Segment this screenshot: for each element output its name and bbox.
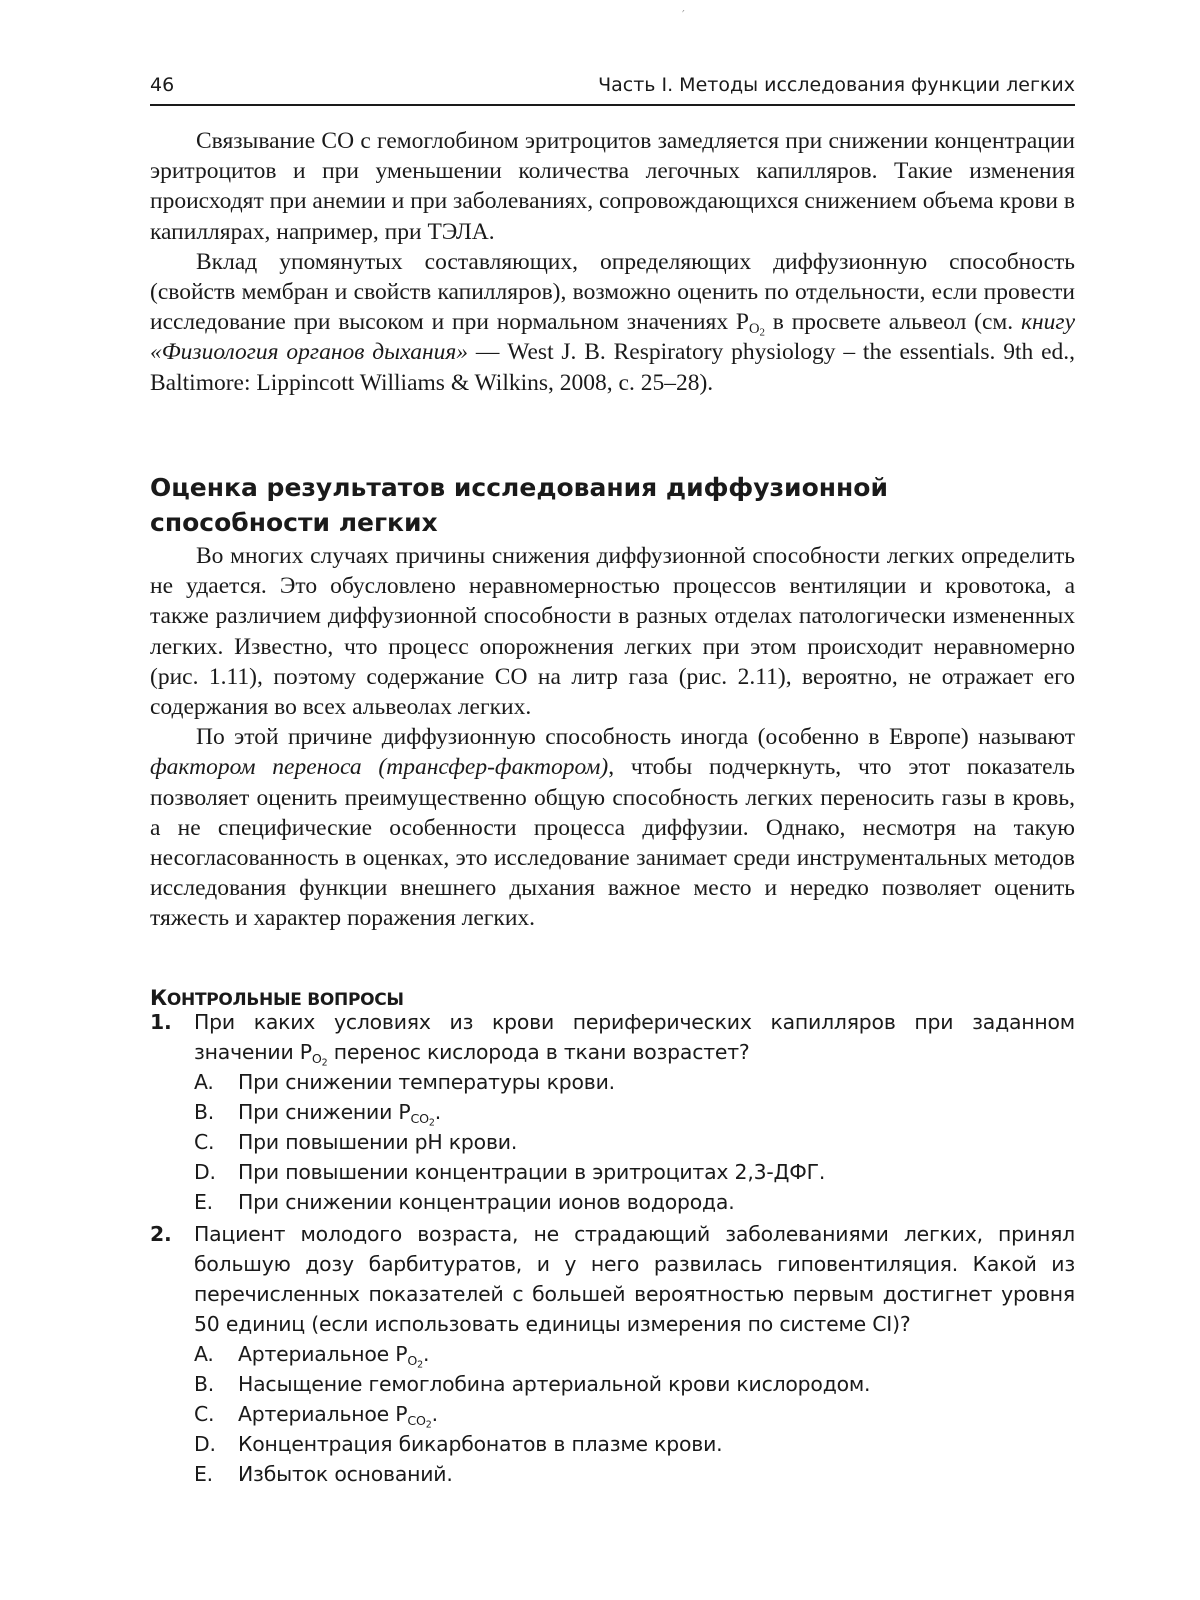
answer-option	[194, 1187, 1075, 1217]
subscript-letter: O	[311, 1050, 322, 1066]
option-text: Избыток оснований.	[238, 1462, 453, 1486]
page-number: 46	[150, 74, 175, 96]
option-text	[238, 1097, 1075, 1127]
option-text: При снижении температуры крови.	[238, 1070, 615, 1094]
answer-option	[194, 1369, 1075, 1399]
section-p2-after: , чтобы подчеркнуть, что этот показатель позволяет оценить преимущественно общую способность легких переносить газы в кровь, а не специфические особенности процесса диффузии. Однако, несмотря на такую несогласованность в оценках, это исследование занимает среди инструментальных методов исследования функции внешнего дыхания важное место и нередко позволяет оценить тяжесть и характер поражения легких.	[150, 754, 1075, 932]
intro-paragraph-1: Связывание CO с гемоглобином эритроцитов замедляется при снижении концентрации эритроцитов и при уменьшении количества легочных капилляров. Такие изменения происходят при анемии и при заболеваниях, сопровождающихся снижением объема крови в капиллярах, например, при ТЭЛА.	[150, 128, 1075, 245]
option-text: При снижении концентрации ионов водорода.	[238, 1190, 735, 1214]
option-letter: B.	[194, 1100, 215, 1124]
subscript-co2	[411, 1111, 435, 1126]
running-title: Часть I. Методы исследования функции легких	[598, 74, 1075, 96]
subscript-index: 2	[425, 1418, 432, 1430]
subscript-o2	[312, 1051, 328, 1066]
option-text-part: .	[422, 1342, 430, 1366]
answer-option	[194, 1459, 1075, 1489]
option-text: При повышении концентрации в эритроцитах 2,3-ДФГ.	[238, 1160, 826, 1184]
section-text	[150, 541, 1075, 934]
question-1	[150, 1007, 1075, 1067]
question-text: Пациент молодого возраста, не страдающий заболеваниями легких, принял большую дозу барбитуратов, и у него развилась гиповентиляция. Какой из перечисленных показателей с большей вероятностью первым достигнет уровня 50 единиц (если использовать единицы измерения по системе CI)?	[194, 1222, 1075, 1336]
scan-mark: ′	[682, 8, 685, 22]
answer-option	[194, 1429, 1075, 1459]
answer-option	[194, 1067, 1075, 1097]
option-text-part: Артериальное P	[238, 1402, 408, 1426]
section-p2-italic: фактором переноса (трансфер-фактором)	[150, 754, 609, 781]
question-2	[150, 1219, 1075, 1339]
subscript-letter: CO	[407, 1412, 426, 1428]
option-text-part: Артериальное P	[238, 1342, 408, 1366]
option-letter: E.	[194, 1190, 213, 1214]
intro-p2-after: — West J. B. Respiratory physiology – the essentials. 9th ed., Baltimore: Lippincott Williams & Wilkins, 2008, с. 25–28).	[150, 339, 1076, 396]
subscript-o2	[407, 1353, 423, 1368]
running-head	[150, 74, 1075, 106]
questions-heading-initial: К	[150, 986, 167, 1010]
option-letter: B.	[194, 1372, 215, 1396]
option-text-part: При снижении P	[238, 1100, 411, 1124]
section-heading: Оценка результатов исследования диффузионной способности легких	[150, 473, 888, 537]
intro-p2-text: Вклад упомянутых составляющих, определяющих диффузионную способность (свойств мембран и свойств капилляров), возможно оценить по отдельности, если провести исследование при высоком и при нормальном значениях P	[150, 248, 1075, 336]
question-text	[194, 1007, 1075, 1067]
option-text: При повышении pH крови.	[238, 1130, 518, 1154]
option-text-part: .	[434, 1100, 442, 1124]
option-letter: D.	[194, 1432, 216, 1456]
intro-paragraph-2	[150, 247, 1075, 398]
question-number: 1.	[150, 1010, 172, 1034]
option-letter: C.	[194, 1130, 215, 1154]
answer-option	[194, 1399, 1075, 1429]
section-p2-text: По этой причине диффузионную способность иногда (особенно в Европе) называют	[196, 724, 1075, 751]
option-text	[238, 1339, 1075, 1369]
answer-option	[194, 1127, 1075, 1157]
option-letter: D.	[194, 1160, 216, 1184]
subscript-index: 2	[321, 1056, 328, 1068]
section-paragraph-2	[150, 722, 1075, 933]
subscript-o2	[749, 321, 765, 340]
answer-option	[194, 1097, 1075, 1127]
option-letter: E.	[194, 1462, 213, 1486]
question-text-part: перенос кислорода в ткани возрастет?	[327, 1040, 750, 1064]
option-text: Концентрация бикарбонатов в плазме крови.	[238, 1432, 723, 1456]
subscript-index: 2	[417, 1358, 423, 1370]
option-text-part: .	[431, 1402, 438, 1426]
intro-text	[150, 126, 1075, 398]
question-number: 2.	[150, 1222, 172, 1246]
option-letter: C.	[194, 1402, 215, 1426]
question-text-part: При каких условиях из крови периферических капилляров при заданном значении P	[194, 1010, 1075, 1064]
intro-p2-italic: книгу «Физиология органов дыхания»	[150, 309, 1075, 366]
option-text	[238, 1399, 1075, 1429]
subscript-letter: CO	[410, 1110, 429, 1126]
subscript-index: 2	[428, 1116, 435, 1128]
subscript-index: 2	[759, 327, 765, 340]
subscript-letter: O	[749, 321, 760, 338]
questions-heading-rest: ОНТРОЛЬНЫЕ ВОПРОСЫ	[166, 990, 404, 1010]
intro-p2-middle: в просвете альвеол (см.	[764, 309, 1021, 336]
subscript-letter: O	[407, 1352, 418, 1368]
subscript-co2	[407, 1413, 431, 1428]
option-text: Насыщение гемоглобина артериальной крови кислородом.	[238, 1372, 871, 1396]
option-letter: A.	[194, 1070, 214, 1094]
option-letter: A.	[194, 1342, 214, 1366]
answer-option	[194, 1339, 1075, 1369]
question-list	[150, 1007, 1075, 1489]
section-paragraph-1: Во многих случаях причины снижения диффузионной способности легких определить не удается. Это обусловлено неравномерностью процессов вентиляции и кровотока, а также различием диффузионной способности в разных отделах патологически измененных легких. Известно, что процесс опорожнения легких при этом происходит неравномерно (рис. 1.11), поэтому содержание CO на литр газа (рис. 2.11), вероятно, не отражает его содержания во всех альвеолах легких.	[150, 543, 1075, 721]
answer-option	[194, 1157, 1075, 1187]
